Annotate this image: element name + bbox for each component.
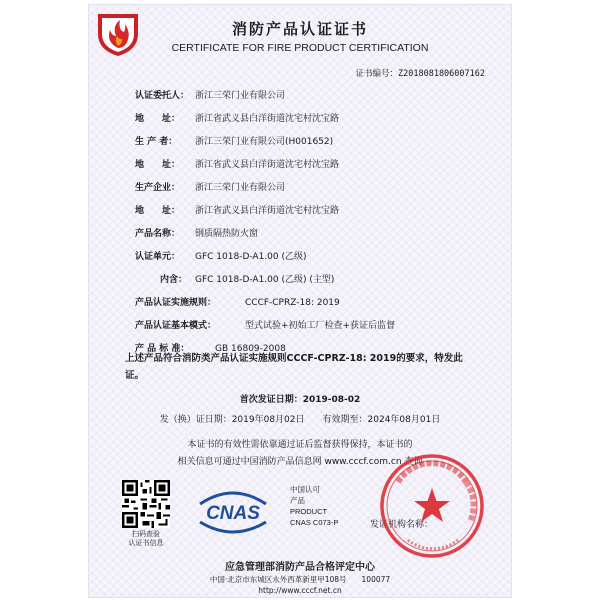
field-label: 生产企业：	[135, 183, 181, 193]
qr-code	[122, 480, 170, 528]
field-manufacturer-address	[135, 157, 339, 170]
field-label: 生 产 者：	[135, 137, 178, 147]
organization-address: 中国·北京市东城区永外西革新里甲108号 100077	[209, 575, 391, 584]
official-seal-stamp	[378, 452, 486, 560]
field-value: 浙江省武义县白洋街道沈宅村沈宝路	[195, 206, 340, 216]
field-applicant-address	[135, 111, 339, 124]
cnas-logo-text: CNAS	[206, 503, 260, 524]
field-factory	[135, 180, 285, 193]
field-label: 认证单元：	[135, 252, 181, 262]
organization-website: http://www.cccf.net.cn	[258, 586, 342, 595]
field-value: GB 16809-2008	[215, 344, 286, 354]
cnas-accreditation-logo	[188, 482, 278, 542]
issue-validity-dates: 发（换）证日期：2019年08月02日 有效期至：2024年08月01日	[159, 415, 441, 425]
issuer-label: 发证机构名称：	[370, 520, 434, 530]
field-value: 浙江省武义县白洋街道沈宅村沈宝路	[195, 160, 340, 170]
certificate-number	[355, 67, 485, 79]
field-label: 产品名称：	[135, 229, 181, 239]
certificate-number-label: 证书编号：	[355, 69, 398, 79]
cnas-accreditation-text: 中国认可 产品 PRODUCT CNAS C073-P	[290, 485, 339, 527]
field-value: 浙江三荣门业有限公司(H001652)	[195, 137, 334, 147]
field-included	[160, 272, 334, 285]
field-value: GFC 1018-D-A1.00 (乙级) (主型)	[195, 275, 335, 285]
field-label: 地 址：	[135, 206, 181, 216]
field-value: GFC 1018-D-A1.00 (乙级)	[195, 252, 307, 262]
field-value: 浙江三荣门业有限公司	[195, 183, 286, 193]
field-value: CCCF-CPRZ-18: 2019	[245, 298, 340, 308]
field-certification-unit	[135, 249, 307, 262]
validity-note-line-2: 相关信息可通过中国消防产品信息网 www.cccf.com.cn 查询	[177, 457, 423, 467]
certificate-number-value: Z2018081806007162	[398, 69, 485, 79]
field-label: 产 品 标 准：	[135, 344, 190, 354]
field-value: 浙江三荣门业有限公司	[195, 91, 286, 101]
qr-code-label: 扫码查验 认证书信息	[128, 530, 164, 547]
field-label: 地 址：	[135, 114, 181, 124]
field-value: 型式试验+初始工厂检查+获证后监督	[245, 321, 396, 331]
field-factory-address	[135, 203, 339, 216]
validity-note-line-1: 本证书的有效性需依靠通过证后监督获得保持，本证书的	[187, 440, 413, 450]
field-product-name	[135, 226, 258, 239]
field-applicant	[135, 88, 285, 101]
field-label: 产品认证基本模式：	[135, 321, 217, 331]
first-issue-date: 首次发证日期：2019-08-02	[239, 395, 361, 405]
certificate-title: 消防产品认证证书	[231, 20, 368, 38]
certificate-title-english: CERTIFICATE FOR FIRE PRODUCT CERTIFICATION	[171, 42, 429, 54]
field-manufacturer	[135, 134, 333, 147]
field-implementation-rule	[135, 295, 340, 308]
field-value: 浙江省武义县白洋街道沈宅村沈宝路	[195, 114, 340, 124]
field-label: 产品认证实施规则：	[135, 298, 217, 308]
field-certification-mode	[135, 318, 395, 331]
field-label: 地 址：	[135, 160, 181, 170]
field-value: 钢质隔热防火窗	[195, 229, 259, 239]
field-label: 内含：	[160, 275, 188, 285]
field-label: 认证委托人：	[135, 91, 190, 101]
conformity-statement: 上述产品符合消防类产品认证实施规则CCCF-CPRZ-18: 2019的要求，特发此证。	[125, 353, 463, 381]
issuing-organization: 应急管理部消防产品合格评定中心	[225, 562, 375, 573]
